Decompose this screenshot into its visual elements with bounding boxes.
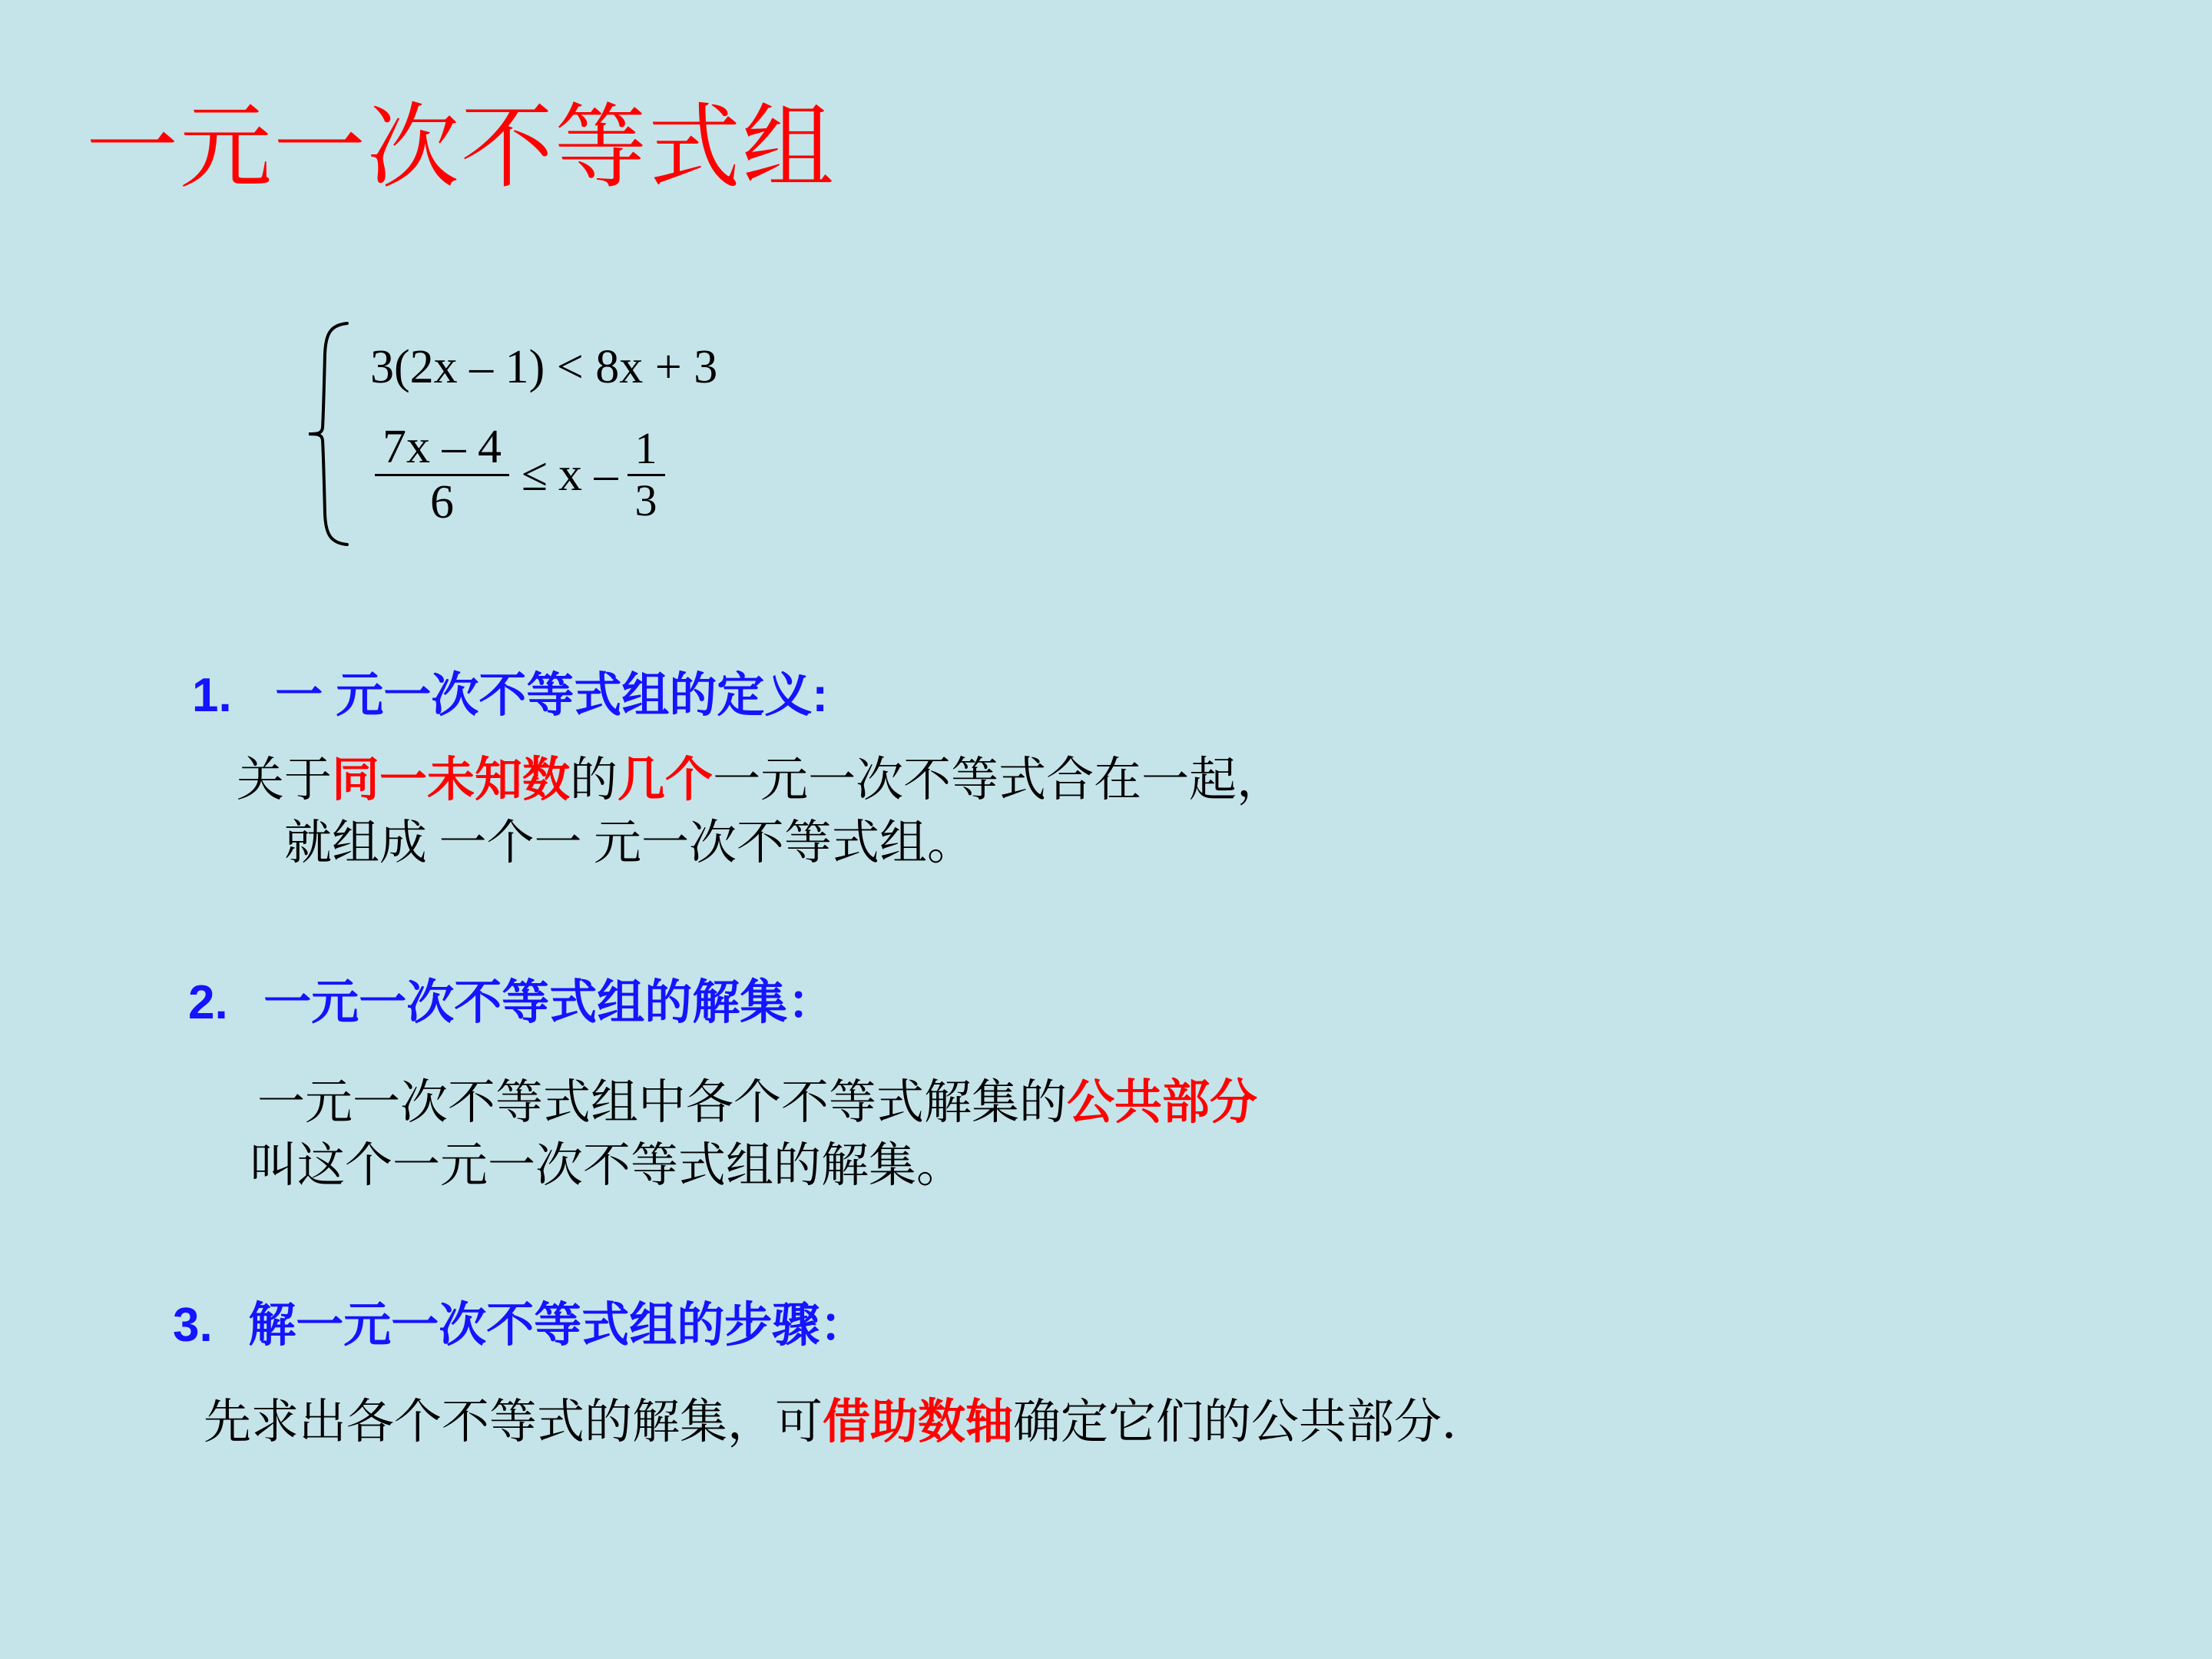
fraction-right-denominator: 3 — [634, 475, 657, 525]
text-run-highlight: 几个 — [618, 753, 714, 807]
section-2-heading — [188, 975, 1257, 1030]
text-run: 关于 — [237, 754, 333, 807]
section-solution-set — [188, 975, 1257, 1198]
fraction-left-denominator: 6 — [430, 476, 454, 528]
fraction-right-numerator: 1 — [634, 423, 657, 474]
page-title: 一元一次不等式组 — [86, 97, 836, 199]
section-2-body — [188, 1071, 1257, 1198]
section-1-line-1 — [192, 749, 1284, 813]
text-run: 就组成 一个一 元一次不等式组。 — [284, 817, 975, 870]
section-3-line-1 — [204, 1391, 1489, 1455]
section-2-number: 2. — [188, 976, 228, 1029]
fraction-left-numerator: 7x – 4 — [382, 420, 502, 473]
section-3-heading-text: 解一元一次不等式组的步骤： — [248, 1299, 868, 1352]
section-3-heading — [173, 1298, 1489, 1353]
section-2-heading-text: 一元一次不等式组的解集： — [263, 976, 836, 1029]
fraction-left — [375, 422, 509, 528]
section-1-line-2 — [192, 813, 1284, 876]
text-run-highlight: 同一未知数 — [332, 753, 571, 807]
section-1-heading-text: 一 元一次不等式组的定义: — [275, 669, 829, 722]
text-run-highlight: 公共部分 — [1067, 1076, 1258, 1130]
section-1-number: 1. — [192, 669, 232, 722]
section-3-body — [173, 1391, 1489, 1455]
inequality-1-text: 3(2x – 1) < 8x + 3 — [370, 340, 718, 393]
text-run: 叫这个一元一次不等式组的解集。 — [250, 1140, 965, 1193]
section-steps — [173, 1298, 1489, 1455]
text-run: 先求出各个不等式的解集，可 — [204, 1396, 823, 1449]
right-term-2: x – — [558, 449, 618, 501]
inequality-row-2 — [370, 422, 717, 528]
text-run: 确定它们的公共部分． — [1013, 1396, 1490, 1449]
brace-icon — [300, 319, 353, 549]
section-1-body — [192, 749, 1284, 876]
inequality-row-1 — [370, 340, 717, 395]
text-run-highlight: 借助数轴 — [823, 1396, 1014, 1449]
section-1-heading — [192, 668, 1284, 723]
fraction-right — [628, 423, 665, 525]
section-2-line-2 — [250, 1135, 1257, 1198]
text-run: 一元一次不等式合在一起， — [713, 754, 1285, 807]
section-definition — [192, 668, 1284, 876]
text-run: 的 — [570, 754, 618, 807]
text-run: 一元一次不等式组中各个不等式解集的 — [257, 1077, 1068, 1130]
relation-symbol-2: ≤ — [522, 449, 548, 501]
section-2-line-1 — [257, 1071, 1257, 1135]
inequality-system — [300, 319, 717, 549]
section-3-number: 3. — [173, 1299, 213, 1352]
